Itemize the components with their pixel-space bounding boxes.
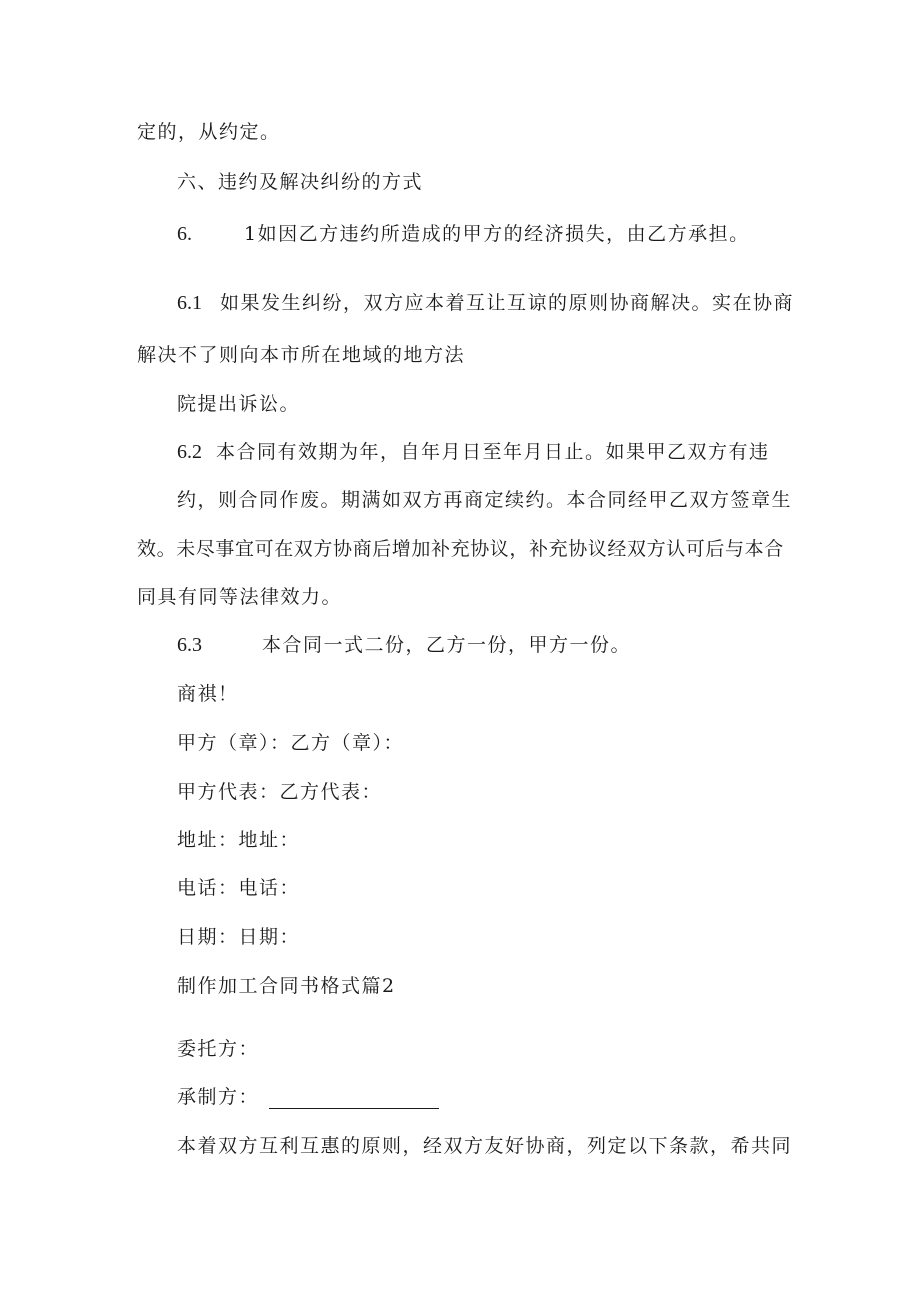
signature-address-line bbox=[177, 828, 300, 852]
line-text: 地址：地址： bbox=[177, 829, 301, 851]
clause-6-1 bbox=[177, 291, 794, 315]
clause-text: 本合同一式二份，乙方一份，甲方一份。 bbox=[262, 634, 632, 656]
paragraph-line bbox=[137, 120, 281, 144]
line-text: 同具有同等法律效力。 bbox=[137, 586, 343, 608]
signature-phone-line bbox=[177, 876, 300, 900]
signature-date-line bbox=[177, 925, 300, 949]
clause-6-2 bbox=[177, 440, 770, 464]
clause-text: 如果发生纠纷，双方应本着互让互谅的原则协商解决。实在协商 bbox=[220, 292, 795, 314]
paragraph-line bbox=[137, 537, 784, 561]
clause-number: 6. bbox=[177, 223, 192, 245]
line-text: 日期：日期： bbox=[177, 926, 301, 948]
line-text: 效。未尽事宜可在双方协商后增加补充协议，补充协议经双方认可后与本合 bbox=[137, 538, 784, 560]
signature-representative-line bbox=[177, 780, 382, 804]
closing-greeting bbox=[177, 682, 239, 706]
line-text: 电话：电话： bbox=[177, 877, 301, 899]
line-text: 商祺！ bbox=[177, 683, 239, 705]
paragraph-line bbox=[137, 585, 342, 609]
line-text: 约，则合同作废。期满如双方再商定续约。本合同经甲乙双方签章生 bbox=[177, 489, 793, 511]
heading-text: 六、违约及解决纠纷的方式 bbox=[177, 171, 424, 193]
clause-number: 6.3 bbox=[177, 634, 202, 656]
line-text: 甲方代表：乙方代表： bbox=[177, 781, 383, 803]
clause-6-3 bbox=[177, 633, 631, 657]
line-text: 承制方： bbox=[177, 1086, 260, 1108]
clause-number: 6.2 bbox=[177, 441, 202, 463]
clause-number: 6.1 bbox=[177, 292, 202, 314]
clause-text: 本合同有效期为年，自年月日至年月日止。如果甲乙双方有违 bbox=[216, 441, 770, 463]
line-text: 院提出诉讼。 bbox=[177, 393, 301, 415]
paragraph-line bbox=[177, 488, 792, 512]
line-text: 委托方： bbox=[177, 1038, 260, 1060]
line-text: 本着双方互利互惠的原则，经双方友好协商，列定以下条款，希共同 bbox=[177, 1135, 793, 1157]
section-title bbox=[177, 974, 396, 998]
section-heading bbox=[177, 170, 423, 194]
line-text: 解决不了则向本市所在地域的地方法 bbox=[137, 344, 466, 366]
blank-fill-line bbox=[269, 1088, 439, 1109]
line-text: 定的，从约定。 bbox=[137, 121, 281, 143]
manufacturer-line bbox=[177, 1085, 439, 1109]
paragraph-line bbox=[177, 392, 300, 416]
clause-6-0 bbox=[177, 222, 750, 246]
client-line bbox=[177, 1037, 259, 1061]
clause-text: 1如因乙方违约所造成的甲方的经济损失，由乙方承担。 bbox=[244, 223, 750, 245]
paragraph-line bbox=[137, 343, 465, 367]
paragraph-line bbox=[177, 1134, 792, 1158]
signature-seal-line bbox=[177, 731, 404, 755]
line-text: 甲方（章）：乙方（章）： bbox=[177, 732, 405, 754]
title-text: 制作加工合同书格式篇2 bbox=[177, 975, 396, 997]
